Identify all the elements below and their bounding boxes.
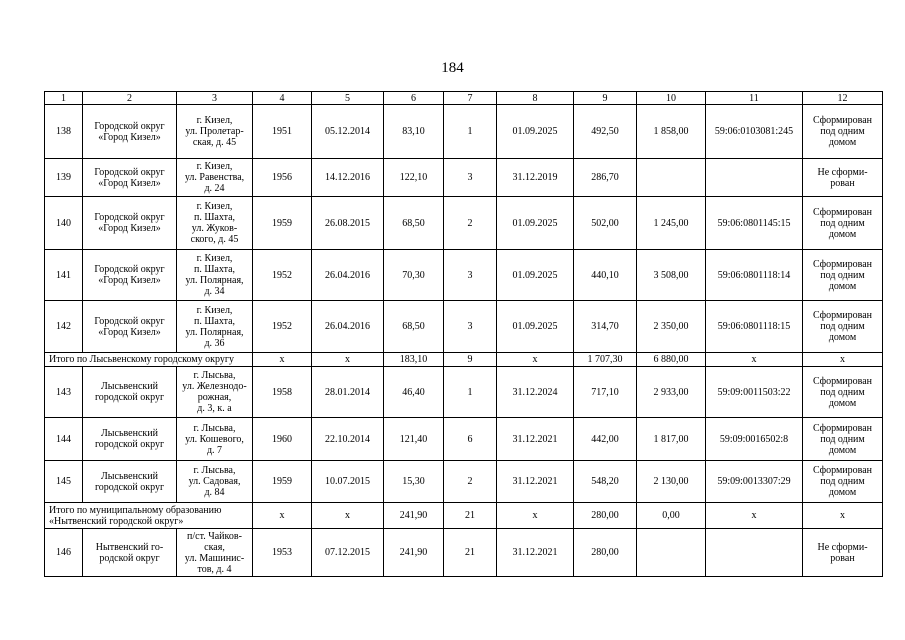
table-cell: 241,90	[384, 503, 444, 529]
table-cell: 01.09.2025	[497, 197, 574, 250]
table-cell: 28.01.2014	[312, 367, 384, 418]
table-cell: 6	[444, 418, 497, 461]
table-cell: 10.07.2015	[312, 461, 384, 503]
table-cell: 1960	[253, 418, 312, 461]
table-cell: 59:06:0801145:15	[706, 197, 803, 250]
table-cell: 141	[45, 250, 83, 301]
column-number: 4	[253, 92, 312, 105]
table-cell: 1952	[253, 250, 312, 301]
table-cell: 1956	[253, 159, 312, 197]
table-cell: 22.10.2014	[312, 418, 384, 461]
table-cell: 21	[444, 503, 497, 529]
table-row	[45, 461, 883, 503]
column-number: 10	[637, 92, 706, 105]
table-cell: Городской округ «Город Кизел»	[83, 105, 177, 159]
table-cell: Не сформи- рован	[803, 159, 883, 197]
table-cell: 280,00	[574, 503, 637, 529]
table-cell: 9	[444, 353, 497, 367]
table-cell: 26.08.2015	[312, 197, 384, 250]
table-cell: х	[497, 353, 574, 367]
table-cell: 31.12.2021	[497, 461, 574, 503]
page-number: 184	[441, 60, 464, 76]
table-cell: 07.12.2015	[312, 529, 384, 577]
table-cell: 2 933,00	[637, 367, 706, 418]
table-cell: 3	[444, 301, 497, 353]
table-cell: 59:06:0801118:15	[706, 301, 803, 353]
table-cell: 59:09:0011503:22	[706, 367, 803, 418]
table-body	[45, 92, 883, 577]
table-cell: 143	[45, 367, 83, 418]
table-cell: х	[706, 353, 803, 367]
table-cell: 01.09.2025	[497, 250, 574, 301]
table-cell: 1	[444, 105, 497, 159]
table-cell	[706, 529, 803, 577]
table-row	[45, 159, 883, 197]
table-cell: 440,10	[574, 250, 637, 301]
column-number: 3	[177, 92, 253, 105]
table-cell: 142	[45, 301, 83, 353]
table-cell: Лысьвенский городской округ	[83, 418, 177, 461]
table-cell: 31.12.2021	[497, 418, 574, 461]
table-cell: 139	[45, 159, 83, 197]
table-cell: 2 350,00	[637, 301, 706, 353]
table-cell: 146	[45, 529, 83, 577]
table-cell: 1953	[253, 529, 312, 577]
table-cell: 717,10	[574, 367, 637, 418]
table-cell: г. Лысьва, ул. Садовая, д. 84	[177, 461, 253, 503]
table-cell: 1958	[253, 367, 312, 418]
table-cell: 14.12.2016	[312, 159, 384, 197]
table-cell: г. Кизел, п. Шахта, ул. Жуков- ского, д. 45	[177, 197, 253, 250]
table-cell: 68,50	[384, 301, 444, 353]
table-row	[45, 529, 883, 577]
column-number: 6	[384, 92, 444, 105]
table-cell: Сформирован под одним домом	[803, 461, 883, 503]
table-cell: 1951	[253, 105, 312, 159]
table-cell: 122,10	[384, 159, 444, 197]
column-number: 9	[574, 92, 637, 105]
table-cell: 70,30	[384, 250, 444, 301]
table-cell: 314,70	[574, 301, 637, 353]
table-cell: 140	[45, 197, 83, 250]
table-cell: 59:06:0801118:14	[706, 250, 803, 301]
table-cell: Лысьвенский городской округ	[83, 461, 177, 503]
column-number: 5	[312, 92, 384, 105]
subtotal-row	[45, 503, 883, 529]
housing-table	[44, 91, 883, 577]
table-cell: 145	[45, 461, 83, 503]
table-cell: 31.12.2024	[497, 367, 574, 418]
table-cell: 83,10	[384, 105, 444, 159]
subtotal-row	[45, 353, 883, 367]
table-cell: х	[803, 353, 883, 367]
table-cell: 280,00	[574, 529, 637, 577]
table-cell: 59:06:0103081:245	[706, 105, 803, 159]
table-cell: х	[312, 353, 384, 367]
table-cell: 59:09:0016502:8	[706, 418, 803, 461]
table-cell: 3 508,00	[637, 250, 706, 301]
table-cell: 3	[444, 250, 497, 301]
table-cell: 1	[444, 367, 497, 418]
table-cell: Сформирован под одним домом	[803, 301, 883, 353]
table-row	[45, 301, 883, 353]
table-cell: 01.09.2025	[497, 301, 574, 353]
table-cell: х	[312, 503, 384, 529]
table-cell: Нытвенский го- родской округ	[83, 529, 177, 577]
table-cell: г. Лысьва, ул. Кошевого, д. 7	[177, 418, 253, 461]
column-number: 11	[706, 92, 803, 105]
table-cell: 548,20	[574, 461, 637, 503]
table-cell: 183,10	[384, 353, 444, 367]
subtotal-label: Итого по муниципальному образованию «Нытвенский городской округ»	[45, 503, 253, 529]
table-cell: 21	[444, 529, 497, 577]
column-number: 1	[45, 92, 83, 105]
table-cell: г. Кизел, п. Шахта, ул. Полярная, д. 36	[177, 301, 253, 353]
table-cell: 442,00	[574, 418, 637, 461]
table-cell: г. Кизел, п. Шахта, ул. Полярная, д. 34	[177, 250, 253, 301]
table-cell: п/ст. Чайков- ская, ул. Машинис- тов, д. 4	[177, 529, 253, 577]
table-cell: 1959	[253, 197, 312, 250]
table-cell: 1 245,00	[637, 197, 706, 250]
table-cell: 1952	[253, 301, 312, 353]
table-cell: 1 858,00	[637, 105, 706, 159]
table-row	[45, 105, 883, 159]
table-cell	[637, 529, 706, 577]
column-number: 12	[803, 92, 883, 105]
table-cell: 26.04.2016	[312, 250, 384, 301]
table-cell: 492,50	[574, 105, 637, 159]
table-cell: х	[803, 503, 883, 529]
table-cell: 502,00	[574, 197, 637, 250]
table-cell: 31.12.2021	[497, 529, 574, 577]
table-row	[45, 250, 883, 301]
table-cell: 31.12.2019	[497, 159, 574, 197]
table-cell: Сформирован под одним домом	[803, 105, 883, 159]
table-cell: 1 817,00	[637, 418, 706, 461]
table-cell: Сформирован под одним домом	[803, 250, 883, 301]
table-cell: Сформирован под одним домом	[803, 197, 883, 250]
table-cell	[706, 159, 803, 197]
table-cell: 2	[444, 197, 497, 250]
column-number: 2	[83, 92, 177, 105]
table-row	[45, 367, 883, 418]
column-number: 8	[497, 92, 574, 105]
table-cell: 68,50	[384, 197, 444, 250]
table-cell: х	[706, 503, 803, 529]
table-cell: 144	[45, 418, 83, 461]
table-cell: Сформирован под одним домом	[803, 418, 883, 461]
table-cell: Городской округ «Город Кизел»	[83, 250, 177, 301]
table-row	[45, 197, 883, 250]
table-cell: 286,70	[574, 159, 637, 197]
table-cell: Лысьвенский городской округ	[83, 367, 177, 418]
table-cell	[637, 159, 706, 197]
table-cell: х	[253, 353, 312, 367]
table-cell: 1 707,30	[574, 353, 637, 367]
table-cell: 6 880,00	[637, 353, 706, 367]
table-cell: 121,40	[384, 418, 444, 461]
table-cell: 15,30	[384, 461, 444, 503]
subtotal-label: Итого по Лысьвенскому городскому округу	[45, 353, 253, 367]
table-cell: 1959	[253, 461, 312, 503]
table-cell: Сформирован под одним домом	[803, 367, 883, 418]
table-cell: г. Кизел, ул. Равенства, д. 24	[177, 159, 253, 197]
table-cell: Городской округ «Город Кизел»	[83, 197, 177, 250]
table-cell: 05.12.2014	[312, 105, 384, 159]
table-cell: г. Кизел, ул. Пролетар- ская, д. 45	[177, 105, 253, 159]
table-cell: Городской округ «Город Кизел»	[83, 301, 177, 353]
table-cell: 138	[45, 105, 83, 159]
table-cell: х	[253, 503, 312, 529]
table-cell: 26.04.2016	[312, 301, 384, 353]
table-cell: 0,00	[637, 503, 706, 529]
table-cell: г. Лысьва, ул. Железнодо- рожная, д. 3, к. а	[177, 367, 253, 418]
table-cell: 241,90	[384, 529, 444, 577]
table-cell: 59:09:0013307:29	[706, 461, 803, 503]
table-cell: 01.09.2025	[497, 105, 574, 159]
table-row	[45, 418, 883, 461]
table-cell: Городской округ «Город Кизел»	[83, 159, 177, 197]
table-cell: 3	[444, 159, 497, 197]
table-cell: х	[497, 503, 574, 529]
table-cell: 2	[444, 461, 497, 503]
table-cell: Не сформи- рован	[803, 529, 883, 577]
table-cell: 2 130,00	[637, 461, 706, 503]
column-number-row	[45, 92, 883, 105]
column-number: 7	[444, 92, 497, 105]
table-cell: 46,40	[384, 367, 444, 418]
